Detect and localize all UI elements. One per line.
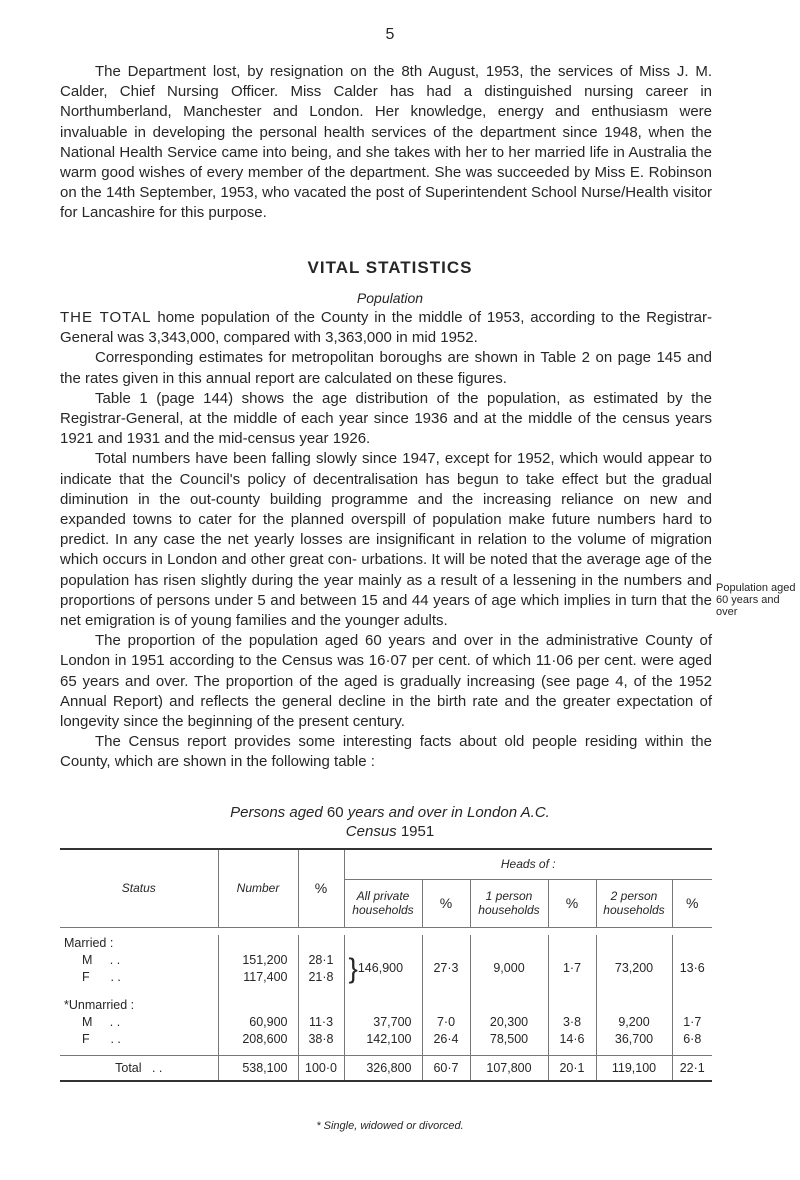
unmarried-m-dots: . . (109, 1014, 121, 1029)
population-lead: THE TOTAL (60, 309, 152, 326)
married-f-dots: . . (110, 969, 121, 984)
unmarried-m-number: 60,900 (218, 1013, 298, 1030)
married-m-dots: . . (109, 952, 121, 967)
population-paragraph-5: The proportion of the population aged 60 years and over in the administrative County of London in 1951 according to the Census was 16·07 per cent. of which 11·06 per cent. were aged 65 years and over. The proportion of the aged is gradually increasing (see page 4, of the 1952 Annual Report) and reflects the general decline in the birth rate and the greater expectation of longevity since the beginning of the present century. (60, 632, 712, 731)
header-all-private: All private households (344, 879, 422, 927)
unmarried-f-all-private: 142,100 (344, 1030, 422, 1047)
unmarried-m-label: M (82, 1014, 93, 1029)
header-two-person: 2 person households (596, 879, 672, 927)
table-footnote: * Single, widowed or divorced. (316, 1120, 464, 1132)
population-paragraph-1 (60, 308, 712, 348)
table-subtitle-label: Census (345, 823, 397, 840)
table-row (60, 1030, 712, 1047)
total-number: 538,100 (218, 1055, 298, 1081)
unmarried-f-all-pct: 26·4 (422, 1030, 470, 1047)
unmarried-m-all-private: 37,700 (344, 1013, 422, 1030)
population-paragraph-4: Total numbers have been falling slowly since 1947, except for 1952, which would appear to indicate that the Council's policy of decentralisation has begun to take effect but the gradual diminution in the out-county building programme and the increasing reliance on new and expanded towns to cater for the planned overspill of population make future numbers hard to predict. In any case the net yearly losses are insignificant in relation to the volume of migration which occurs in London and other great con- urbations. It will be noted that the average age of the population has risen slightly during the year mainly as a result of a lessening in the numbers and proportions of persons under 5 and between 15 and 44 years of age which implies in turn that the net emigration is of young families and the younger adults. (60, 450, 712, 630)
population-paragraph-2: Corresponding estimates for metropolitan boroughs are shown in Table 2 on page 145 and the rates given in this annual report are calculated on these figures. (60, 349, 712, 387)
persons-aged-table (60, 848, 712, 1082)
table-subtitle-year: 1951 (400, 823, 435, 840)
table-subtitle (0, 823, 780, 840)
total-label: Total (115, 1060, 142, 1075)
unmarried-label: *Unmarried : (64, 998, 135, 1012)
population-paragraph-3: Table 1 (page 144) shows the age distribution of the population, as estimated by the Registrar-General, at the middle of each year since 1936 and at the middle of the census years 1921 and 1931 and the mid-census year 1926. (60, 389, 712, 448)
married-one-pct: 1·7 (548, 951, 596, 985)
unmarried-f-pct: 38·8 (298, 1030, 344, 1047)
married-one: 9,000 (470, 951, 548, 985)
total-two: 119,100 (596, 1055, 672, 1081)
header-one-person: 1 person households (470, 879, 548, 927)
total-dots: . . (151, 1060, 163, 1075)
unmarried-f-one-pct: 14·6 (548, 1030, 596, 1047)
married-m-label: M (82, 952, 93, 967)
total-all-pct: 60·7 (422, 1055, 470, 1081)
brace-icon: } (348, 952, 358, 984)
unmarried-m-one-pct: 3·8 (548, 1013, 596, 1030)
header-one-pct: % (548, 879, 596, 927)
table-row (60, 951, 712, 968)
table-title-part1: Persons aged (230, 804, 323, 821)
population-paragraph-6: The Census report provides some interesting facts about old people residing within the County, which are shown in the following table : (60, 733, 712, 771)
total-all-private: 326,800 (344, 1055, 422, 1081)
section-heading: VITAL STATISTICS (307, 258, 473, 277)
population-section (60, 308, 712, 773)
header-heads-of: Heads of : (344, 849, 712, 879)
table-title-num: 60 (326, 804, 344, 821)
table-total-row (60, 1055, 712, 1081)
header-two-pct: % (672, 879, 712, 927)
unmarried-f-dots: . . (110, 1031, 121, 1046)
unmarried-m-two-pct: 1·7 (672, 1013, 712, 1030)
married-f-pct: 21·8 (298, 968, 344, 985)
married-two: 73,200 (596, 951, 672, 985)
header-pct: % (298, 849, 344, 927)
total-pct: 100·0 (298, 1055, 344, 1081)
unmarried-m-all-pct: 7·0 (422, 1013, 470, 1030)
married-two-pct: 13·6 (672, 951, 712, 985)
table-row (60, 1013, 712, 1030)
intro-section (60, 62, 712, 224)
married-m-pct: 28·1 (298, 951, 344, 968)
table-title (0, 804, 780, 821)
unmarried-f-one: 78,500 (470, 1030, 548, 1047)
header-all-pct: % (422, 879, 470, 927)
header-number: Number (218, 849, 298, 927)
page-number: 5 (385, 26, 395, 43)
unmarried-f-number: 208,600 (218, 1030, 298, 1047)
header-status: Status (60, 849, 218, 927)
subsection-heading: Population (356, 290, 424, 306)
unmarried-m-one: 20,300 (470, 1013, 548, 1030)
married-f-number: 117,400 (218, 968, 298, 985)
married-all-private: 146,900 (357, 961, 404, 975)
margin-note: Population aged 60 years and over (716, 582, 796, 618)
total-two-pct: 22·1 (672, 1055, 712, 1081)
unmarried-f-two: 36,700 (596, 1030, 672, 1047)
unmarried-f-two-pct: 6·8 (672, 1030, 712, 1047)
unmarried-m-pct: 11·3 (298, 1013, 344, 1030)
total-one: 107,800 (470, 1055, 548, 1081)
married-m-number: 151,200 (218, 951, 298, 968)
unmarried-f-label: F (82, 1031, 90, 1046)
total-one-pct: 20·1 (548, 1055, 596, 1081)
married-label: Married : (64, 936, 114, 950)
married-all-pct: 27·3 (422, 951, 470, 985)
intro-paragraph: The Department lost, by resignation on the 8th August, 1953, the services of Miss J. M. Calder, Chief Nursing Officer. Miss Calder has had a distinguished nursing career in Northumberland, Manchester and London. Her knowledge, energy and enthusiasm were invaluable in developing the personal health services of the department since 1948, when the National Health Service came into being, and she takes with her to her married life in Australia the warm good wishes of every member of the department. She was succeeded by Miss E. Robinson on the 14th September, 1953, who vacated the post of Superintendent School Nurse/Health visitor for Lancashire for this purpose. (60, 63, 712, 222)
population-p1-rest: home population of the County in the middle of 1953, according to the Registrar-General was 3,343,000, compared with 3,363,000 in mid 1952. (60, 309, 712, 347)
married-f-label: F (82, 969, 90, 984)
table-title-part2: years and over in London A.C. (347, 804, 550, 821)
unmarried-m-two: 9,200 (596, 1013, 672, 1030)
